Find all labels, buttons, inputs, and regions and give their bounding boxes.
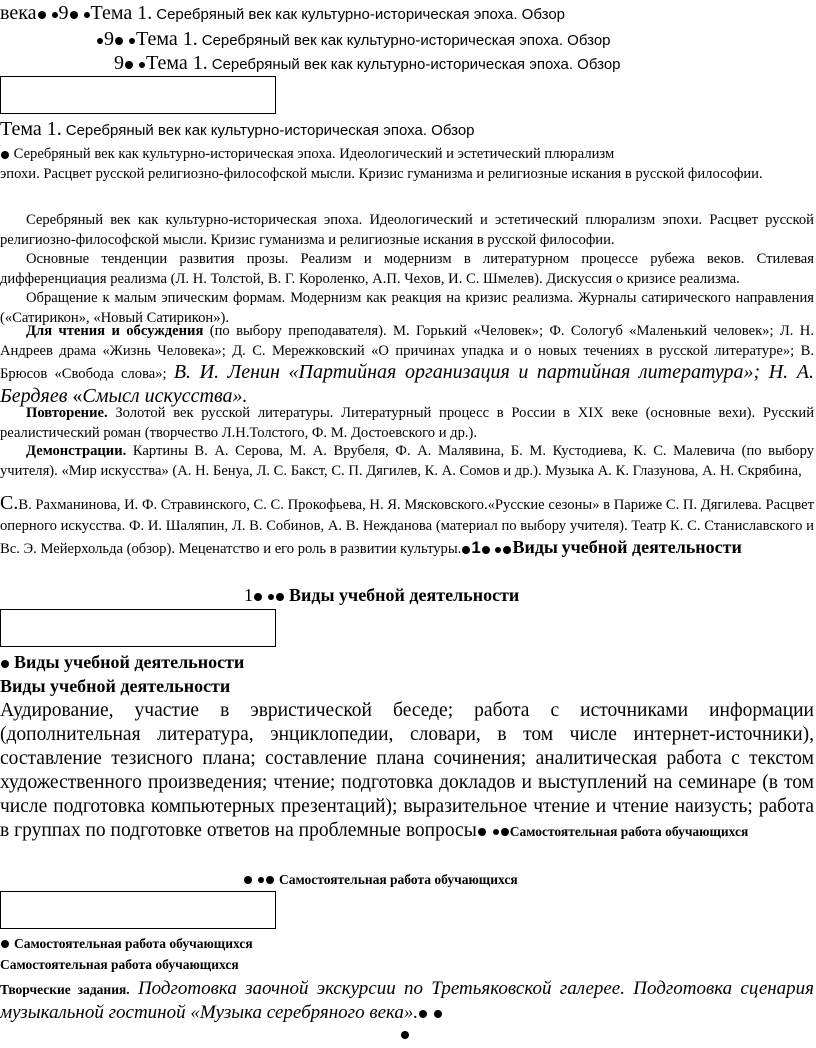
demo-cont-text: В. Рахманинова, И. Ф. Стравинского, С. С. Прокофьева, Н. Я. Мясковского.«Русские сезоны» в Париже С. П. Дягилева. Расцвет оперного искусства. Ф. И. Шаляпин, Л. В. Собинов, А. В. Нежданова (материал по выбору учителя). Театр К. С. Станиславского и Вс. Э. Мейерхольда (обзор). Меценатство и его роль в развитии культуры. [0,497,814,557]
reading-label: Для чтения и обсуждения [26,323,204,339]
content-p1: Серебряный век как культурно-историческая эпоха. Идеологический и эстетический плюрализм эпохи. Расцвет русской религиозно-философской мысли. Кризис гуманизма и религиозные искания в русской философии. [0,212,814,248]
bullet-icon [84,12,90,18]
summary-text: Серебряный век как культурно-историческая эпоха. Идеологический и эстетический плюрализм [13,146,615,162]
repeat-label: Повторение. [26,405,108,421]
activities-body: Аудирование, участие в эвристической беседе; работа с источниками информации (дополнительная литература, энциклопедии, словари, в том числе интернет-источники), составление тезисного плана; составление плана сочинения; аналитическая работа с текстом художественного произведения; чтение; подготовка докладов и выступлений на семинаре (в том числе подготовка компьютерных презентаций); выразительное чтение и чтение наизусть; работа в группах по подготовке ответов на проблемные вопросы [0,700,814,841]
demo-letter: С. [0,492,19,514]
content-p3: Обращение к малым эпическим формам. Модернизм как реакция на кризис реализма. Журналы сатирического направления («Сатирикон», «Новый Сатирикон»). [0,290,814,326]
independent-title: Самостоятельная работа обучающихся [279,872,518,887]
empty-box [0,76,276,114]
reading-italic: Партийная организация и партийная литература»; Н. А. Бердяев [0,361,814,407]
activities-tail: Виды [512,537,558,557]
content-p2: Основные тенденции развития прозы. Реализм и модернизм в литературном процессе рубежа веков. Стилевая дифференциация реализма (Л. Н. Толстой, В. Г. Короленко, А.П. Чехов, И. С. Шмелев). Дискуссия о кризисе реализма. [0,251,814,287]
demo-text: Картины В. А. Серова, М. А. Врубеля, Ф. А. Малявина, Б. М. Кустодиева, К. С. Малевича (по выбору учителя). «Мир искусства» (А. Н. Бенуа, Л. С. Бакст, С. П. Дягилев, К. А. Сомов и др.). Музыка А. К. Глазунова, А. Н. Скрябина, [0,443,814,479]
bullet-icon [478,828,486,836]
bullet-icon [268,594,274,600]
activities-heading: Виды учебной деятельности [0,676,231,696]
header-line-2 [96,28,611,51]
bullet-icon [38,11,46,19]
topic-label: Тема 1. [136,28,198,50]
number-one: 1 [244,585,253,605]
empty-box [0,609,276,647]
summary-bullet-line [0,146,614,163]
bullet-icon [97,38,103,44]
bullet-icon [503,546,511,554]
header-prefix: века [0,2,37,24]
demo-continuation [0,493,814,560]
topic-label: Тема 1. [0,118,62,140]
bullet-icon [125,61,133,69]
reading-italic: Смысл искусства». [82,384,248,407]
bullet-icon [254,593,262,601]
reading-paragraph [0,322,814,408]
activities-title: Виды учебной деятельности [14,652,245,672]
activities-tail-2: учебной деятельности [561,537,742,557]
repeat-paragraph [0,404,814,443]
creative-tasks [0,977,814,1024]
activities-echo [244,585,519,606]
independent-title: Самостоятельная работа обучающихся [14,936,253,951]
demo-paragraph [0,442,814,481]
reading-text: (по выбору преподавателя). М. Горький «Человек»; Ф. Сологуб «Маленький человек»; Л. Н. Андреев драма «Жизнь Человека»; Д. С. Мережковский «О причинах упадка и о новых течениях в русской литературе»; В. Брюсов «Свобода слова»; [0,323,814,382]
bullet-icon [52,12,58,18]
independent-echo [243,871,518,889]
empty-box [0,891,276,929]
bullet-icon [493,829,499,835]
demo-label: Демонстрации. [26,443,127,459]
bullet-icon [495,547,501,553]
number-one: 1 [471,538,481,557]
bullet-icon [1,151,9,159]
topic-label: Тема 1. [90,2,153,24]
repeat-text: Золотой век русской литературы. Литературный процесс в России в XIX веке (основные вехи). Русский реалистический роман (творчество Л.Н.Толстого, Ф. М. Достоевского и др.). [0,405,814,441]
header-number: 9 [114,52,124,74]
header-line-1 [0,2,565,25]
bullet-icon [115,37,123,45]
header-number: 9 [104,28,114,50]
creative-label: Творческие задания. [0,982,130,997]
bullet-icon [482,546,490,554]
bullet-icon [276,593,284,601]
header-line-3 [114,52,621,75]
topic-heading [0,118,475,141]
activities-text [0,699,814,844]
topic-label: Тема 1. [146,52,208,74]
independent-bullet-heading [0,935,253,953]
reading-quote: « [67,384,83,407]
topic-title: Серебряный век как культурно-историческая эпоха. Обзор [201,32,611,49]
bullet-icon [419,1010,427,1018]
independent-title: Самостоятельная работа обучающихся [509,824,749,839]
bullet-icon [462,546,470,554]
summary-rest: эпохи. Расцвет русской религиозно-философской мысли. Кризис гуманизма и религиозные искания в русской философии. [0,166,763,182]
topic-title: Серебряный век как культурно-историческая эпоха. Обзор [156,6,565,23]
bullet-icon [70,11,78,19]
bullet-icon [434,1010,442,1018]
reading-italic: В. И. Ленин « [173,361,299,383]
bullet-icon [258,877,264,883]
bullet-icon [501,828,509,836]
bullet-icon [1,940,9,948]
activities-title: Виды учебной деятельности [289,585,520,605]
header-number: 9 [58,2,69,24]
trailing-bullet [400,1026,410,1044]
topic-title: Серебряный век как культурно-историческая эпоха. Обзор [211,56,621,73]
bullet-icon [244,876,252,884]
creative-text: Подготовка заочной экскурсии по Третьяковской галерее. Подготовка сценария музыкальной гостиной «Музыка серебряного века». [0,978,815,1023]
bullet-icon [401,1031,409,1039]
bullet-icon [139,62,145,68]
bullet-icon [266,876,274,884]
activities-bullet-heading [0,652,244,673]
bullet-icon [1,660,9,668]
independent-heading: Самостоятельная работа обучающихся [0,957,239,972]
bullet-icon [129,38,135,44]
topic-title: Серебряный век как культурно-историческая эпоха. Обзор [65,122,475,139]
